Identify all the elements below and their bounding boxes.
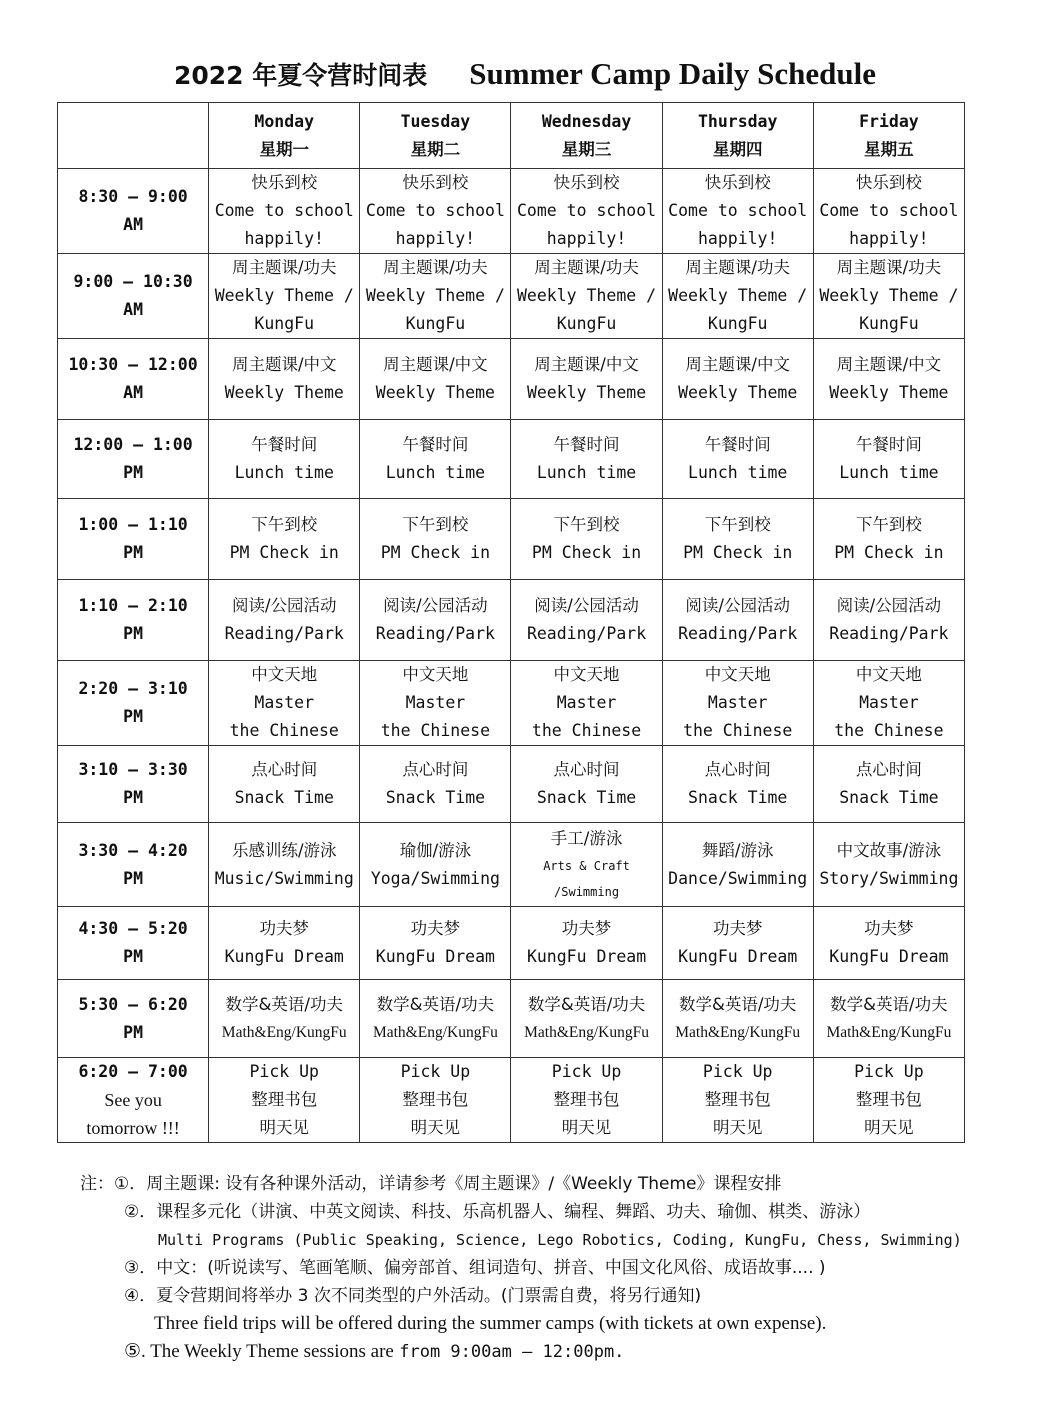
activity-cell — [662, 661, 813, 746]
schedule-row — [58, 907, 965, 980]
day-header-wednesday — [511, 103, 662, 169]
activity-line: PM Check in — [531, 543, 642, 562]
activity-line: 功夫梦 — [864, 919, 914, 938]
activity-line: Math&Eng/KungFu — [675, 1023, 801, 1041]
page-title — [0, 56, 1050, 92]
activity-cell — [360, 254, 511, 339]
activity-cell — [511, 169, 662, 254]
activity-cell — [662, 1058, 813, 1143]
activity-line: 周主题课/中文 — [231, 355, 337, 374]
activity-line: PM Check in — [229, 543, 339, 562]
activity-cell — [662, 746, 813, 823]
schedule-row — [58, 823, 965, 907]
activity-line: 快乐到校 — [553, 173, 620, 192]
activity-line: Master — [405, 693, 466, 712]
schedule-table — [57, 102, 965, 1143]
activity-line: Weekly Theme — [678, 383, 798, 402]
activity-line: 阅读/公园活动 — [685, 596, 790, 615]
activity-cell — [209, 907, 360, 980]
activity-line: 数学&英语/功夫 — [830, 994, 948, 1014]
activity-line: 午餐时间 — [855, 435, 922, 454]
activity-line: 快乐到校 — [855, 173, 922, 192]
activity-line: Weekly Theme / — [517, 286, 657, 305]
activity-cell — [360, 823, 511, 907]
activity-cell — [209, 746, 360, 823]
activity-line: Weekly Theme — [829, 383, 949, 402]
schedule-row — [58, 980, 965, 1058]
activity-line: 瑜伽/游泳 — [399, 840, 472, 860]
time-slot-line: PM — [123, 543, 144, 562]
activity-line: 明天见 — [259, 1118, 309, 1137]
activity-cell — [360, 907, 511, 980]
activity-line: Math&Eng/KungFu — [826, 1023, 952, 1041]
title-chinese: 2022 年夏令营时间表 — [173, 61, 428, 90]
day-header-thursday — [662, 103, 813, 169]
activity-line: 数学&英语/功夫 — [225, 994, 343, 1014]
activity-cell — [360, 580, 511, 661]
activity-cell — [209, 980, 360, 1058]
day-name-chinese: 星期四 — [712, 139, 763, 159]
activity-line: Math&Eng/KungFu — [524, 1023, 649, 1041]
activity-line: 舞蹈/游泳 — [701, 840, 774, 860]
day-header-monday — [209, 103, 360, 169]
activity-line: 阅读/公园活动 — [383, 596, 488, 615]
activity-cell — [360, 746, 511, 823]
activity-line: KungFu Dream — [224, 947, 344, 966]
activity-cell — [813, 580, 964, 661]
time-slot-line: 10:30 – 12:00 — [68, 355, 198, 374]
time-slot-line: PM — [123, 947, 144, 966]
activity-line: KungFu Dream — [829, 947, 949, 966]
activity-cell — [511, 980, 662, 1058]
activity-line: Story/Swimming — [819, 868, 959, 888]
activity-line: Lunch time — [839, 463, 939, 482]
activity-line: Pick Up — [551, 1062, 622, 1081]
activity-line: Lunch time — [234, 463, 334, 482]
schedule-row — [58, 420, 965, 499]
note-4-english: Three field trips will be offered during the summer camps (with tickets at own expense). — [154, 1313, 827, 1334]
activity-line: 数学&英语/功夫 — [376, 994, 495, 1014]
day-name-chinese: 星期三 — [561, 139, 612, 159]
activity-line: 整理书包 — [553, 1090, 620, 1109]
activity-line: the Chinese — [834, 721, 944, 740]
activity-line: 点心时间 — [402, 760, 469, 779]
activity-cell — [511, 907, 662, 980]
activity-line: happily! — [395, 229, 476, 248]
activity-line: 阅读/公园活动 — [836, 596, 942, 615]
day-name-english: Friday — [859, 111, 919, 131]
activity-cell — [209, 169, 360, 254]
activity-cell — [360, 420, 511, 499]
activity-cell — [662, 339, 813, 420]
note-2-english: Multi Programs (Public Speaking, Science, Lego Robotics, Coding, KungFu, Chess, Swimming) — [158, 1231, 962, 1249]
activity-line: 整理书包 — [402, 1090, 469, 1109]
activity-cell — [813, 169, 964, 254]
activity-cell — [209, 823, 360, 907]
time-slot-line: PM — [123, 624, 144, 643]
activity-line: Math&Eng/KungFu — [372, 1023, 498, 1041]
activity-line: KungFu — [707, 314, 768, 333]
activity-line: Yoga/Swimming — [370, 868, 500, 888]
activity-line: PM Check in — [380, 543, 491, 562]
activity-cell — [360, 1058, 511, 1143]
activity-line: 乐感训练/游泳 — [231, 840, 337, 860]
activity-line: 快乐到校 — [704, 173, 771, 192]
activity-cell — [209, 420, 360, 499]
activity-line: Lunch time — [385, 463, 486, 482]
time-slot-line: PM — [123, 788, 144, 807]
schedule-row — [58, 169, 965, 254]
activity-line: 快乐到校 — [402, 173, 469, 192]
time-slot-cell — [58, 823, 209, 907]
activity-line: 午餐时间 — [402, 435, 469, 454]
activity-cell — [360, 980, 511, 1058]
activity-line: PM Check in — [834, 543, 944, 562]
day-name-english: Monday — [254, 111, 315, 131]
schedule-row — [58, 339, 965, 420]
activity-line: happily! — [244, 229, 324, 248]
note-3: ③．中文：(听说读写、笔画笔顺、偏旁部首、组词造句、拼音、中国文化风俗、成语故事.... ) — [124, 1258, 826, 1278]
schedule-row — [58, 661, 965, 746]
activity-line: 阅读/公园活动 — [534, 596, 639, 615]
activity-line: Reading/Park — [526, 624, 647, 643]
activity-cell — [360, 169, 511, 254]
activity-line: Come to school — [214, 201, 354, 220]
time-slot-line: 6:20 – 7:00 — [78, 1062, 188, 1081]
day-name-english: Wednesday — [541, 111, 632, 131]
time-slot-line: tomorrow !!! — [86, 1118, 180, 1138]
activity-line: 中文天地 — [402, 665, 469, 684]
time-slot-line: PM — [123, 463, 144, 482]
schedule-row — [58, 499, 965, 580]
activity-line: 功夫梦 — [561, 919, 612, 938]
activity-line: 周主题课/功夫 — [534, 258, 639, 277]
note-4: ④．夏令营期间将举办 3 次不同类型的户外活动。(门票需自费，将另行通知) — [124, 1286, 702, 1306]
activity-line: 明天见 — [712, 1118, 763, 1137]
day-name-chinese: 星期一 — [259, 139, 309, 159]
activity-cell — [662, 823, 813, 907]
activity-line: Lunch time — [536, 463, 637, 482]
time-slot-line: PM — [123, 707, 144, 726]
corner-cell — [58, 103, 209, 169]
activity-line: Reading/Park — [678, 624, 798, 643]
time-slot-line: 9:00 – 10:30 — [73, 272, 193, 291]
activity-cell — [511, 420, 662, 499]
time-slot-line: 8:30 – 9:00 — [78, 187, 188, 206]
activity-line: 周主题课/中文 — [836, 355, 942, 374]
schedule-row — [58, 746, 965, 823]
activity-line: Weekly Theme / — [365, 286, 505, 305]
activity-cell — [511, 1058, 662, 1143]
note-5-text: ⑤. The Weekly Theme sessions are — [124, 1341, 394, 1362]
time-slot-line: AM — [123, 383, 144, 402]
activity-line: happily! — [546, 229, 627, 248]
activity-line: the Chinese — [380, 721, 491, 740]
activity-cell — [813, 907, 964, 980]
time-slot-cell — [58, 661, 209, 746]
activity-line: 中文故事/游泳 — [836, 840, 942, 860]
activity-line: 下午到校 — [855, 515, 922, 534]
time-slot-line: PM — [123, 1022, 144, 1042]
activity-line: Snack Time — [688, 788, 788, 807]
activity-cell — [209, 499, 360, 580]
activity-line: 点心时间 — [704, 760, 771, 779]
day-header-tuesday — [360, 103, 511, 169]
activity-line: 点心时间 — [855, 760, 922, 779]
activity-line: Weekly Theme — [526, 383, 647, 402]
activity-cell — [813, 1058, 964, 1143]
time-slot-line: 4:30 – 5:20 — [78, 919, 188, 938]
activity-line: 下午到校 — [402, 515, 469, 534]
activity-line: Weekly Theme — [375, 383, 495, 402]
activity-line: Pick Up — [702, 1062, 773, 1081]
activity-cell — [813, 499, 964, 580]
activity-line: 手工/游泳 — [550, 828, 623, 848]
time-slot-line: 2:20 – 3:10 — [78, 679, 188, 698]
time-slot-line: AM — [123, 215, 144, 234]
activity-cell — [813, 823, 964, 907]
activity-cell — [360, 499, 511, 580]
activity-line: 整理书包 — [251, 1090, 318, 1109]
activity-cell — [813, 746, 964, 823]
activity-line: Arts & Craft — [543, 858, 630, 873]
activity-line: 点心时间 — [553, 760, 620, 779]
time-slot-line: 12:00 – 1:00 — [73, 435, 193, 454]
activity-line: 整理书包 — [855, 1090, 922, 1109]
activity-line: 明天见 — [410, 1118, 461, 1137]
activity-line: the Chinese — [531, 721, 642, 740]
activity-line: Weekly Theme / — [214, 286, 354, 305]
activity-line: PM Check in — [683, 543, 793, 562]
activity-line: Reading/Park — [829, 624, 949, 643]
activity-cell — [813, 254, 964, 339]
time-slot-line: 3:30 – 4:20 — [78, 840, 188, 860]
activity-line: 整理书包 — [704, 1090, 771, 1109]
activity-line: 功夫梦 — [712, 919, 763, 938]
activity-line: KungFu — [254, 314, 315, 333]
activity-line: 周主题课/功夫 — [685, 258, 790, 277]
time-slot-cell — [58, 420, 209, 499]
activity-line: 周主题课/中文 — [383, 355, 488, 374]
activity-cell — [813, 420, 964, 499]
activity-line: 点心时间 — [251, 760, 318, 779]
activity-line: KungFu — [556, 314, 617, 333]
activity-line: Dance/Swimming — [668, 868, 808, 888]
time-slot-line: PM — [123, 868, 144, 888]
activity-cell — [360, 661, 511, 746]
time-slot-cell — [58, 907, 209, 980]
note-5 — [80, 1338, 1020, 1366]
activity-cell — [209, 661, 360, 746]
time-slot-cell — [58, 1058, 209, 1143]
activity-line: KungFu — [859, 314, 919, 333]
day-name-chinese: 星期五 — [864, 139, 914, 159]
activity-cell — [662, 580, 813, 661]
activity-line: 中文天地 — [855, 665, 922, 684]
activity-cell — [209, 1058, 360, 1143]
activity-line: KungFu Dream — [678, 947, 798, 966]
day-name-english: Tuesday — [400, 111, 471, 131]
activity-line: Master — [556, 693, 617, 712]
activity-cell — [209, 580, 360, 661]
activity-cell — [511, 254, 662, 339]
activity-cell — [662, 420, 813, 499]
activity-line: happily! — [697, 229, 778, 248]
activity-line: Math&Eng/KungFu — [221, 1023, 347, 1041]
activity-line: Master — [859, 693, 919, 712]
activity-line: 下午到校 — [553, 515, 620, 534]
time-slot-cell — [58, 746, 209, 823]
activity-cell — [662, 980, 813, 1058]
day-name-chinese: 星期二 — [410, 139, 461, 159]
time-slot-cell — [58, 339, 209, 420]
activity-line: 明天见 — [561, 1118, 612, 1137]
activity-line: 周主题课/中文 — [685, 355, 790, 374]
header-row — [58, 103, 965, 169]
activity-cell — [360, 339, 511, 420]
note-2: ②．课程多元化（讲演、中英文阅读、科技、乐高机器人、编程、舞蹈、功夫、瑜伽、棋类、游泳） — [124, 1202, 871, 1222]
activity-line: Reading/Park — [224, 624, 344, 643]
activity-line: 周主题课/中文 — [534, 355, 639, 374]
activity-line: 数学&英语/功夫 — [527, 994, 646, 1014]
note-1: 注：①．周主题课: 设有各种课外活动，详请参考《周主题课》/《Weekly Theme》课程安排 — [80, 1174, 782, 1194]
activity-cell — [511, 339, 662, 420]
activity-line: 午餐时间 — [251, 435, 318, 454]
activity-line: Master — [254, 693, 315, 712]
activity-line: the Chinese — [683, 721, 793, 740]
time-slot-line: 1:00 – 1:10 — [78, 515, 188, 534]
activity-line: Come to school — [517, 201, 657, 220]
activity-line: 功夫梦 — [259, 919, 309, 938]
time-slot-line: 1:10 – 2:10 — [78, 596, 188, 615]
activity-line: 功夫梦 — [410, 919, 461, 938]
activity-line: Come to school — [365, 201, 505, 220]
activity-line: Snack Time — [839, 788, 939, 807]
note-5-time: from 9:00am – 12:00pm. — [399, 1342, 625, 1362]
activity-line: Music/Swimming — [214, 868, 354, 888]
activity-line: Come to school — [819, 201, 959, 220]
time-slot-cell — [58, 254, 209, 339]
time-slot-line: 5:30 – 6:20 — [78, 994, 188, 1014]
activity-line: Pick Up — [249, 1062, 319, 1081]
schedule-row — [58, 1058, 965, 1143]
activity-line: Lunch time — [688, 463, 788, 482]
activity-line: 周主题课/功夫 — [836, 258, 942, 277]
notes-section — [80, 1170, 1020, 1366]
day-name-english: Thursday — [697, 111, 778, 131]
activity-cell — [662, 499, 813, 580]
activity-cell — [511, 823, 662, 907]
activity-cell — [662, 169, 813, 254]
activity-cell — [662, 254, 813, 339]
activity-line: Snack Time — [234, 788, 334, 807]
schedule-row — [58, 580, 965, 661]
activity-line: the Chinese — [229, 721, 339, 740]
activity-line: 中文天地 — [704, 665, 771, 684]
activity-line: happily! — [849, 229, 929, 248]
activity-line: Weekly Theme / — [668, 286, 808, 305]
schedule-row — [58, 254, 965, 339]
activity-line: Master — [707, 693, 768, 712]
activity-line: 下午到校 — [251, 515, 318, 534]
activity-line: 周主题课/功夫 — [231, 258, 337, 277]
time-slot-line: AM — [123, 300, 144, 319]
activity-cell — [209, 254, 360, 339]
activity-line: 午餐时间 — [553, 435, 620, 454]
day-header-friday — [813, 103, 964, 169]
time-slot-line: 3:10 – 3:30 — [78, 760, 188, 779]
activity-line: 明天见 — [864, 1118, 914, 1137]
time-slot-cell — [58, 580, 209, 661]
activity-line: Pick Up — [854, 1062, 924, 1081]
activity-line: 中文天地 — [251, 665, 318, 684]
activity-line: KungFu Dream — [375, 947, 495, 966]
activity-line: 中文天地 — [553, 665, 620, 684]
activity-cell — [511, 746, 662, 823]
activity-cell — [511, 580, 662, 661]
time-slot-cell — [58, 980, 209, 1058]
time-slot-line: See you — [104, 1090, 162, 1110]
activity-line: Come to school — [668, 201, 808, 220]
activity-cell — [209, 339, 360, 420]
activity-cell — [813, 661, 964, 746]
activity-cell — [511, 499, 662, 580]
activity-line: Weekly Theme — [224, 383, 344, 402]
activity-line: 数学&英语/功夫 — [678, 994, 797, 1014]
title-english: Summer Camp Daily Schedule — [469, 56, 877, 91]
activity-cell — [662, 907, 813, 980]
activity-line: 周主题课/功夫 — [383, 258, 488, 277]
activity-line: 午餐时间 — [704, 435, 771, 454]
activity-line: Reading/Park — [375, 624, 495, 643]
activity-line: 快乐到校 — [251, 173, 318, 192]
activity-line: 阅读/公园活动 — [231, 596, 337, 615]
time-slot-cell — [58, 499, 209, 580]
time-slot-cell — [58, 169, 209, 254]
activity-line: Pick Up — [400, 1062, 471, 1081]
activity-cell — [511, 661, 662, 746]
activity-line: Weekly Theme / — [819, 286, 959, 305]
activity-line: KungFu — [405, 314, 466, 333]
activity-line: Snack Time — [536, 788, 637, 807]
activity-line: Snack Time — [385, 788, 486, 807]
activity-line: 下午到校 — [704, 515, 771, 534]
activity-cell — [813, 339, 964, 420]
activity-line: KungFu Dream — [526, 947, 647, 966]
activity-line: /Swimming — [554, 884, 620, 899]
activity-cell — [813, 980, 964, 1058]
